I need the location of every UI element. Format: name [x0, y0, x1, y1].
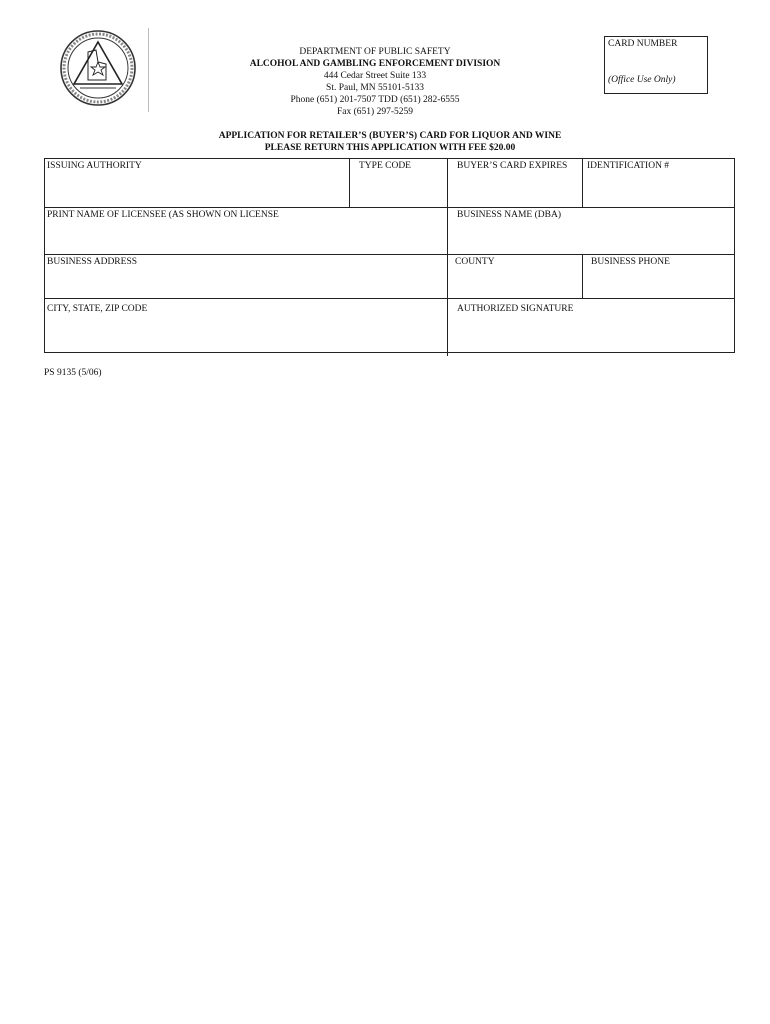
identification-field[interactable]: IDENTIFICATION #: [587, 161, 670, 171]
phone-numbers: Phone (651) 201-7507 TDD (651) 282-6555: [290, 95, 460, 105]
street-address: 444 Cedar Street Suite 133: [323, 71, 427, 81]
business-phone-field[interactable]: BUSINESS PHONE: [591, 257, 670, 267]
card-number-label: CARD NUMBER: [608, 39, 678, 49]
office-use-note: (Office Use Only): [608, 75, 676, 85]
division-name: ALCOHOL AND GAMBLING ENFORCEMENT DIVISION: [249, 59, 501, 69]
header-divider: [148, 28, 149, 112]
agency-header: [230, 46, 520, 118]
type-code-field[interactable]: TYPE CODE: [359, 161, 411, 171]
application-form: [44, 158, 735, 353]
column-divider: [582, 254, 583, 298]
column-divider: [349, 159, 350, 207]
county-field[interactable]: COUNTY: [455, 257, 495, 267]
fax-number: Fax (651) 297-5259: [337, 107, 413, 117]
card-number-box: [604, 36, 708, 94]
business-name-field[interactable]: BUSINESS NAME (DBA): [457, 210, 561, 220]
department-name: DEPARTMENT OF PUBLIC SAFETY: [299, 47, 451, 57]
row-divider: [45, 207, 734, 208]
issuing-authority-field[interactable]: ISSUING AUTHORITY: [47, 161, 142, 171]
row-divider: [45, 298, 734, 299]
column-divider: [447, 159, 448, 356]
form-title: [160, 130, 620, 154]
form-title-line1: APPLICATION FOR RETAILER’S (BUYER’S) CARD FOR LIQUOR AND WINE: [218, 131, 562, 141]
card-expires-field[interactable]: BUYER’S CARD EXPIRES: [457, 161, 568, 171]
licensee-name-field[interactable]: PRINT NAME OF LICENSEE (AS SHOWN ON LICENSE: [47, 210, 279, 220]
authorized-signature-field[interactable]: AUTHORIZED SIGNATURE: [457, 304, 574, 314]
city-state-zip-field[interactable]: CITY, STATE, ZIP CODE: [47, 304, 148, 314]
form-number: PS 9135 (5/06): [44, 368, 102, 378]
form-title-line2: PLEASE RETURN THIS APPLICATION WITH FEE $20.00: [264, 143, 516, 153]
state-seal-logo: [58, 28, 142, 108]
business-address-field[interactable]: BUSINESS ADDRESS: [47, 257, 138, 267]
column-divider: [582, 159, 583, 207]
city-address: St. Paul, MN 55101-5133: [326, 83, 424, 93]
row-divider: [45, 254, 734, 255]
